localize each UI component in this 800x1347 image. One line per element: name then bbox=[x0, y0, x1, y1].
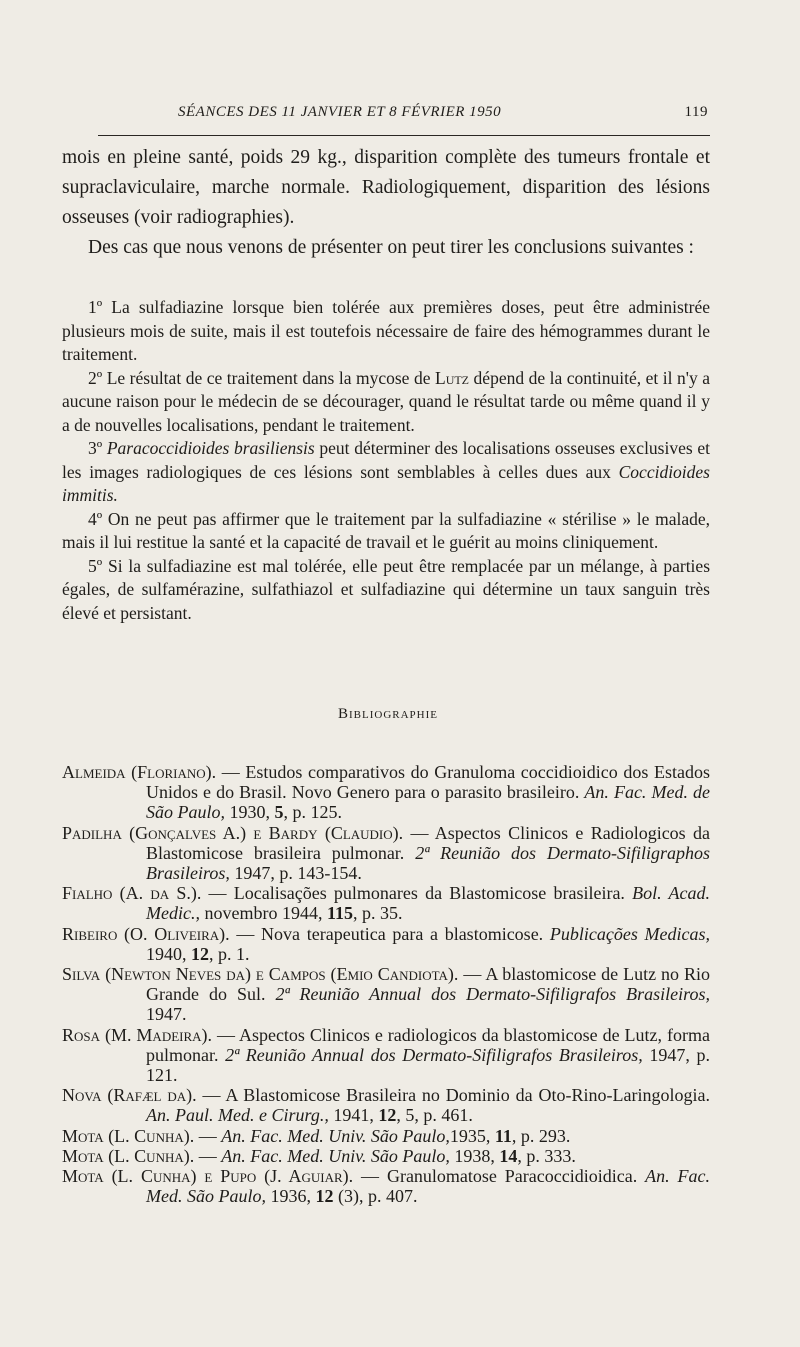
bibliography-entry bbox=[62, 762, 710, 823]
entry-volume: 115 bbox=[326, 903, 353, 924]
entry-text: — Localisações pulmonares da Blastomicose brasileira. bbox=[201, 883, 633, 904]
entry-source: 2ª Reunião Annual dos Dermato-Sifiligrafos Brasileiros, bbox=[275, 984, 711, 1005]
bibliography-entry bbox=[62, 1085, 710, 1125]
entry-volume: 12 bbox=[315, 1186, 334, 1207]
entry-tail: 1936, bbox=[265, 1186, 316, 1207]
entry-tail: 1930, bbox=[225, 802, 275, 823]
entry-author: Fialho (A. da S.). bbox=[62, 883, 202, 904]
bibliography-entry bbox=[62, 1166, 710, 1206]
entry-source: An. Fac. Med. Univ. São Paulo, bbox=[221, 1125, 450, 1146]
bibliography-entry bbox=[62, 883, 710, 923]
entry-author: Rosa (M. Madeira). bbox=[62, 1024, 213, 1045]
entry-end: , p. 125. bbox=[283, 802, 342, 823]
bibliography-entry bbox=[62, 924, 710, 964]
bibliography-entry bbox=[62, 964, 710, 1025]
entry-text: — bbox=[194, 1145, 222, 1166]
intro-paragraph-1: mois en pleine santé, poids 29 kg., disparition complète des tumeurs frontale et supraclaviculaire, marche normale. Radiologiquement, disparition des lésions osseuses (voir radiographies). bbox=[62, 147, 710, 228]
conclusion-2-pre: 2º Le résultat de ce traitement dans la mycose de bbox=[88, 367, 435, 388]
entry-text: — Aspectos Clinicos e radiologicos da blastomicose de Lutz, forma pulmonar. bbox=[146, 1024, 710, 1065]
conclusion-2 bbox=[62, 367, 710, 438]
entry-text: — Estudos comparativos do Granuloma coccidioidico dos Estados Unidos e do Brasil. Novo Genero para o parasito brasileiro. bbox=[146, 762, 710, 803]
entry-source: 2ª Reunião dos Dermato-Sifiligraphos Brasileiros, bbox=[146, 842, 710, 884]
header-rule bbox=[98, 135, 710, 136]
entry-volume: 5 bbox=[274, 802, 284, 823]
entry-volume: 11 bbox=[494, 1125, 512, 1146]
entry-text: — Granulomatose Paracoccidioidica. bbox=[353, 1166, 646, 1187]
entry-source: An. Paul. Med. e Cirurg., bbox=[146, 1105, 329, 1126]
intro-text bbox=[62, 143, 710, 263]
intro-paragraph-2: Des cas que nous venons de présenter on peut tirer les conclusions suivantes : bbox=[88, 237, 694, 258]
conclusions-list bbox=[62, 296, 710, 625]
entry-tail: 1941, bbox=[328, 1105, 379, 1126]
entry-text: — A blastomicose de Lutz no Rio Grande do Sul. bbox=[146, 964, 710, 1005]
entry-tail: 1935, bbox=[449, 1125, 495, 1146]
entry-tail: 1940, bbox=[146, 943, 191, 964]
entry-author: Silva (Newton Neves da) e Campos (Emio Candiota). bbox=[62, 964, 459, 985]
page-number: 119 bbox=[684, 104, 708, 120]
entry-volume: 12 bbox=[191, 943, 209, 964]
bibliography-heading: Bibliographie bbox=[338, 706, 438, 722]
bibliography-entry bbox=[62, 1146, 710, 1166]
conclusion-3-species: Paracoccidioides brasiliensis bbox=[106, 438, 315, 458]
entry-author: Nova (Rafæl da). bbox=[62, 1085, 197, 1106]
entry-tail: 1938, bbox=[449, 1145, 500, 1166]
entry-end: (3), p. 407. bbox=[333, 1186, 418, 1207]
conclusion-4: 4º On ne peut pas affirmer que le traitement par la sulfadiazine « stérilise » le malade, mais il lui restitue la santé et la capacité de travail et le guérit au moins cliniquement. bbox=[62, 508, 710, 552]
entry-author: Mota (L. Cunha). bbox=[62, 1145, 195, 1166]
bibliography-entry bbox=[62, 1025, 710, 1086]
conclusion-2-post: dépend de la continuité, et il n'y a aucune raison pour le médecin de se décourager, quand le résultat tarde ou même quand il y a de nouvelles localisations, pendant le traitement. bbox=[62, 367, 710, 435]
entry-source: An. Fac. Med. Univ. São Paulo, bbox=[221, 1145, 450, 1166]
bibliography-entry bbox=[62, 1126, 710, 1146]
entry-tail: 1947, p. 143-154. bbox=[229, 863, 362, 884]
entry-text: — Nova terapeutica para a blastomicose. bbox=[229, 923, 550, 944]
entry-source: An. Fac. Med. de São Paulo, bbox=[146, 782, 711, 823]
conclusion-2-name: Lutz bbox=[435, 367, 470, 388]
entry-author: Ribeiro (O. Oliveira). bbox=[62, 923, 230, 944]
running-title: SÉANCES DES 11 JANVIER ET 8 FÉVRIER 1950 bbox=[178, 104, 502, 120]
entry-end: , p. 35. bbox=[352, 903, 403, 924]
conclusion-3-species-2: Coccidioides immitis. bbox=[62, 461, 710, 505]
entry-text: — A Blastomicose Brasileira no Dominio da Oto-Rino-Laringologia. bbox=[196, 1085, 710, 1106]
entry-end: , p. 293. bbox=[511, 1125, 571, 1146]
conclusion-5: 5º Si la sulfadiazine est mal tolérée, elle peut être remplacée par un mélange, à parties égales, de sulfamérazine, sulfathiazol et sulfadiazine qui détermine un taux sanguin très élevé et persistant. bbox=[62, 555, 710, 623]
entry-author: Mota (L. Cunha). bbox=[62, 1125, 195, 1146]
entry-end: , p. 333. bbox=[517, 1145, 576, 1166]
conclusion-3-mid: peut déterminer des localisations osseuses exclusives et les images radiologiques de ces lésions sont semblables à celles dues aux bbox=[62, 438, 710, 482]
bibliography-list bbox=[62, 762, 710, 1206]
entry-text: — bbox=[194, 1125, 222, 1146]
entry-volume: 12 bbox=[378, 1105, 397, 1126]
entry-end: , 5, p. 461. bbox=[396, 1105, 473, 1126]
bibliography-entry bbox=[62, 823, 710, 884]
entry-text: — Aspectos Clinicos e Radiologicos da Blastomicose brasileira pulmonar. bbox=[146, 822, 710, 863]
entry-author: Almeida (Floriano). bbox=[62, 762, 217, 782]
conclusion-1: 1º La sulfadiazine lorsque bien tolérée aux premières doses, peut être administrée plusieurs mois de suite, mais il est toutefois nécessaire de faire des hémogrammes durant le traitement. bbox=[62, 297, 710, 364]
entry-tail: novembro 1944, bbox=[199, 903, 327, 924]
running-header bbox=[178, 104, 708, 121]
conclusion-3-pre: 3º bbox=[88, 438, 107, 458]
conclusion-3 bbox=[62, 437, 710, 508]
entry-source: Publicações Medicas, bbox=[549, 923, 711, 944]
entry-source: An. Fac. Med. São Paulo, bbox=[146, 1166, 710, 1207]
entry-source: 2ª Reunião Annual dos Dermato-Sifiligrafos Brasileiros, bbox=[225, 1044, 643, 1065]
entry-author: Mota (L. Cunha) e Pupo (J. Aguiar). bbox=[62, 1166, 354, 1187]
entry-source: Bol. Acad. Medic., bbox=[146, 883, 710, 924]
entry-author: Padilha (Gonçalves A.) e Bardy (Claudio). bbox=[62, 822, 404, 843]
entry-volume: 14 bbox=[499, 1145, 518, 1166]
entry-tail: 1947, p. 121. bbox=[146, 1044, 711, 1086]
entry-end: , p. 1. bbox=[209, 943, 250, 964]
entry-tail: 1947. bbox=[146, 1004, 187, 1025]
